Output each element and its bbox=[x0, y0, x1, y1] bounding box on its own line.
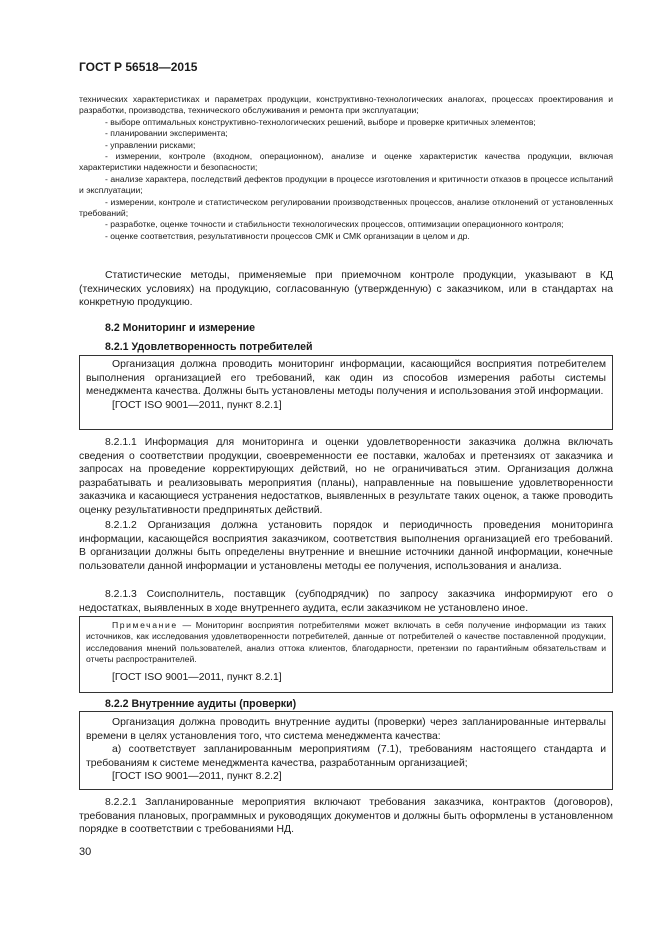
box-text: Организация должна проводить внутренние аудиты (проверки) через запланированные интервалы времени в целях установления того, что система менеджмента качества: bbox=[86, 717, 606, 742]
quoted-requirement-box-8-2-1 bbox=[79, 355, 613, 430]
list-item: - управлении рисками; bbox=[105, 139, 196, 150]
note-reference: [ГОСТ ISO 9001—2011, пункт 8.2.1] bbox=[112, 671, 282, 683]
note-label: Примечание bbox=[112, 620, 178, 630]
list-item: - оценке соответствия, результативности процессов СМК и СМК организации в целом и др. bbox=[105, 230, 470, 241]
intro-lead: технических характеристиках и параметрах продукции, конструктивно-технологических аналогах, процессах проектирования и разработки, производства, технического обслуживания и ремонта при эксплуатации; bbox=[79, 94, 613, 116]
box-item: а) соответствует запланированным мероприятиям (7.1), требованиям настоящего стандарта и требованиям к системе менеджмента качества, разработанным организацией; bbox=[86, 744, 606, 769]
list-item: - измерении, контроле и статистическом регулировании производственных процессов, анализе отклонений от установленных требований; bbox=[79, 196, 613, 219]
paragraph-8-2-2-1: 8.2.2.1 Запланированные мероприятия включают требования заказчика, контрактов (договоров), требования плановых, программных и руководящих документов и должны быть оформлены в установленном порядке в соответствии с требованиями НД. bbox=[79, 797, 613, 836]
paragraph-8-2-1-2: 8.2.1.2 Организация должна установить порядок и периодичность проведения мониторинга информации, касающейся восприятия заказчиком, соответствия выполнения организацией его требований. В организации должны быть определены внутренние и внешние источники данной информации, конечные пользователи данной информации и установлены методы ее получения, использования и анализа. bbox=[79, 520, 613, 572]
paragraph-8-2-1-1: 8.2.1.1 Информация для мониторинга и оценки удовлетворенности заказчика должна включать сведения о соответствии продукции, своевременности ее поставки, жалобах и претензиях от заказчика и запросах на проведение корректирующих действий, но не ограничиваться этим. Организация должна разрабатывать и реализовывать мероприятия (планы), направленные на повышение удовлетворенности заказчика и касающиеся устранения недостатков, выявленных в результате таких оценок, а также проводить оценку результативности предпринятых действий. bbox=[79, 437, 613, 516]
note-box-8-2-1 bbox=[79, 616, 613, 693]
section-heading-8-2-2: 8.2.2 Внутренние аудиты (проверки) bbox=[105, 698, 297, 710]
list-item: - выборе оптимальных конструктивно-технологических решений, выборе и проверке критичных элементов; bbox=[105, 116, 536, 127]
box-text: Организация должна проводить мониторинг информации, касающийся восприятия потребителем выполнения организацией его требований, как один из способов измерения работы системы менеджмента качества. Должны быть установлены методы получения и использования этой информации. bbox=[86, 359, 606, 398]
note-dash: — bbox=[177, 620, 196, 630]
note-text: Мониторинг восприятия потребителями может включать в себя получение информации из таких источников, как исследования удовлетворенности потребителей, данные от потребителей о качестве поставленной продукции, исследования мнений пользователей, анализ оттока клиентов, благодарности, претензии по гарантийным обязательствам и отчеты распространителей. bbox=[86, 620, 606, 665]
quoted-requirement-box-8-2-2 bbox=[79, 711, 613, 790]
section-heading-8-2: 8.2 Мониторинг и измерение bbox=[105, 322, 255, 334]
intro-closing-paragraph: Статистические методы, применяемые при приемочном контроле продукции, указывают в КД (технических условиях) на продукцию, согласованную (утвержденную) с заказчиком, или в стандартах на конкретную продукцию. bbox=[79, 270, 613, 309]
section-heading-8-2-1: 8.2.1 Удовлетворенность потребителей bbox=[105, 341, 313, 353]
list-item: - планировании эксперимента; bbox=[105, 128, 228, 139]
box-reference: [ГОСТ ISO 9001—2011, пункт 8.2.1] bbox=[112, 399, 282, 411]
list-item: - анализе характера, последствий дефектов продукции в процессе изготовления и критичности отказов в процессе испытаний и эксплуатации; bbox=[79, 173, 613, 196]
list-item: - измерении, контроле (входном, операционном), анализе и оценке характеристик качества продукции, включая характеристики надежности и безопасности; bbox=[79, 151, 613, 173]
list-item: - разработке, оценке точности и стабильности технологических процессов, оптимизации операционного контроля; bbox=[105, 219, 564, 230]
paragraph-8-2-1-3: 8.2.1.3 Соисполнитель, поставщик (субподрядчик) по запросу заказчика информируют его о недостатках, выявленных в ходе внутреннего аудита, если заказчиком не установлено иное. bbox=[79, 589, 613, 614]
note-paragraph bbox=[86, 620, 606, 666]
box-reference: [ГОСТ ISO 9001—2011, пункт 8.2.2] bbox=[112, 771, 282, 783]
document-header: ГОСТ Р 56518—2015 bbox=[79, 60, 198, 74]
page-number: 30 bbox=[79, 846, 92, 858]
intro-list bbox=[79, 94, 613, 242]
